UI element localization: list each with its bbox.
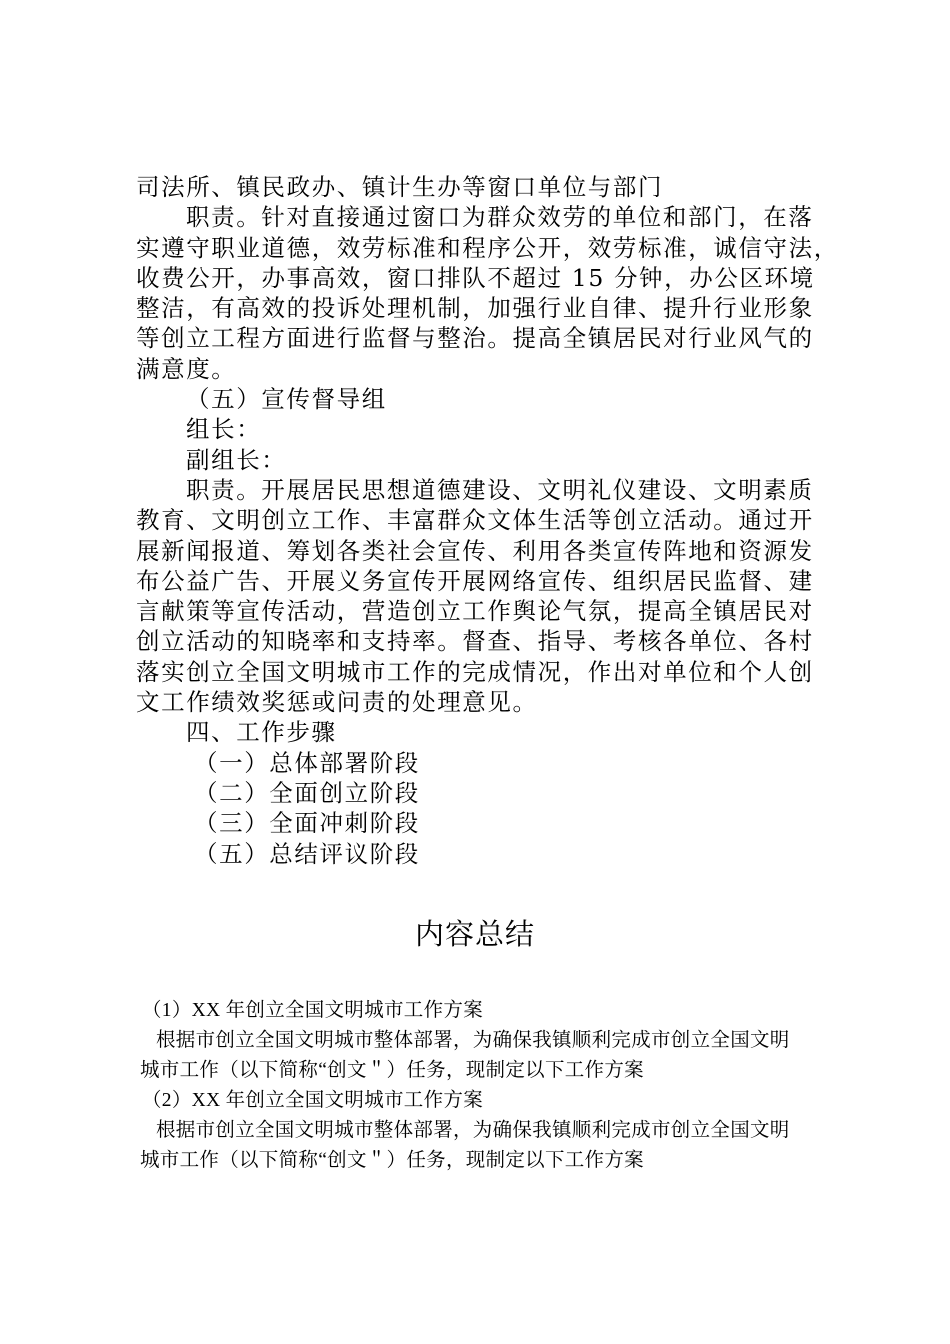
body-line: 职责。针对直接通过窗口为群众效劳的单位和部门，在落	[186, 203, 814, 232]
document-body	[136, 172, 839, 869]
summary-line: 根据市创立全国文明城市整体部署，为确保我镇顺利完成市创立全国文明	[156, 1120, 790, 1141]
body-line: 创立活动的知晓率和支持率。督查、指导、考核各单位、各村	[136, 627, 814, 656]
body-line: 副组长：	[186, 445, 287, 474]
body-line: 展新闻报道、筹划各类社会宣传、利用各类宣传阵地和资源发	[136, 536, 814, 565]
step-item: （三）全面冲刺阶段	[194, 809, 420, 838]
body-line: 等创立工程方面进行监督与整治。提高全镇居民对行业风气的	[136, 324, 814, 353]
step-item: （一）总体部署阶段	[194, 748, 420, 777]
body-line: 满意度。	[136, 354, 237, 383]
section-heading: 四、工作步骤	[186, 718, 337, 747]
step-item: （五）总结评议阶段	[194, 839, 420, 868]
summary-title: 内容总结	[414, 917, 535, 951]
body-line: 组长：	[186, 415, 262, 444]
body-line: 职责。开展居民思想道德建设、文明礼仪建设、文明素质	[186, 475, 814, 504]
summary-line: 城市工作（以下简称“创文＂）任务，现制定以下工作方案	[140, 1150, 644, 1171]
body-line: 言献策等宣传活动，营造创立工作舆论气氛，提高全镇居民对	[136, 597, 814, 626]
step-item: （二）全面创立阶段	[194, 778, 420, 807]
body-line: 布公益广告、开展义务宣传开展网络宣传、组织居民监督、建	[136, 566, 814, 595]
body-line: 文工作绩效奖惩或问责的处理意见。	[136, 688, 538, 717]
summary-line: 根据市创立全国文明城市整体部署，为确保我镇顺利完成市创立全国文明	[156, 1030, 790, 1051]
summary-line: 城市工作（以下简称“创文＂）任务，现制定以下工作方案	[140, 1060, 644, 1081]
body-line: 整洁，有高效的投诉处理机制，加强行业自律、提升行业形象	[136, 294, 814, 323]
body-line: 实遵守职业道德，效劳标准和程序公开，效劳标准，诚信守法，	[136, 233, 839, 262]
body-line: 收费公开，办事高效，窗口排队不超过 15 分钟，办公区环境	[136, 263, 815, 292]
body-line: 落实创立全国文明城市工作的完成情况，作出对单位和个人创	[136, 657, 814, 686]
body-line: 教育、文明创立工作、丰富群众文体生活等创立活动。通过开	[136, 506, 814, 535]
summary-heading: （1）XX 年创立全国文明城市工作方案	[142, 1000, 483, 1021]
body-line: 司法所、镇民政办、镇计生办等窗口单位与部门	[136, 173, 664, 201]
summary-heading: （2）XX 年创立全国文明城市工作方案	[142, 1090, 483, 1111]
summary-section	[140, 996, 830, 1176]
section-heading: （五）宣传督导组	[186, 385, 387, 414]
